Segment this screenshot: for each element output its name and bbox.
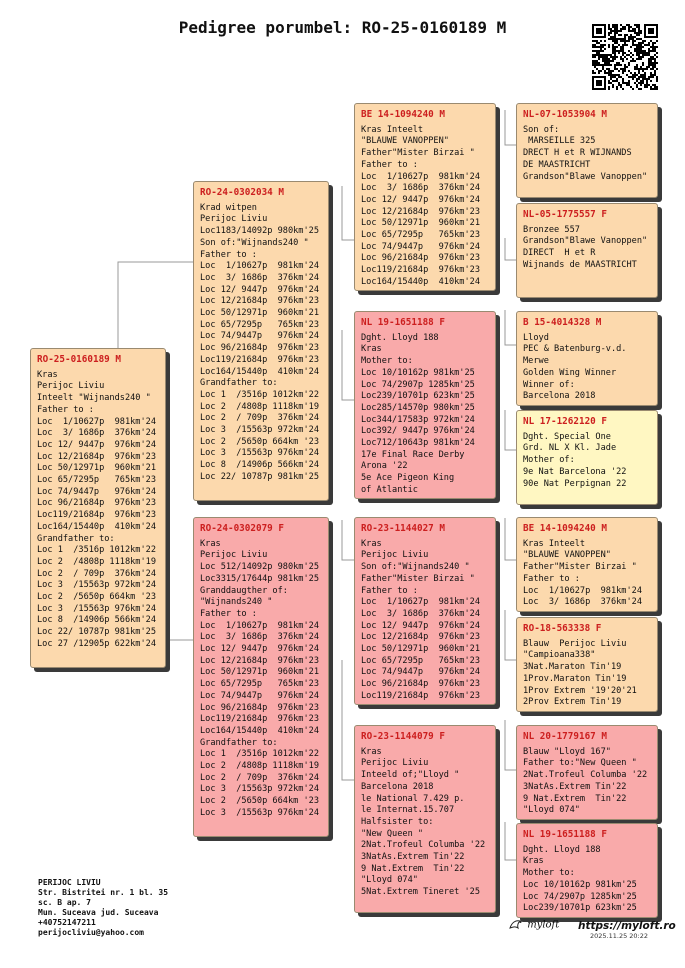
detail-line: Blauw "Lloyd 167"	[523, 746, 611, 757]
page-title: Pedigree porumbel: RO-25-0160189 M	[178, 18, 507, 37]
detail-line: Loc164/15440p 410km'24	[37, 521, 156, 532]
detail-line: Loc 74/9447p 976km'24	[361, 241, 480, 252]
pedigree-card-dd[interactable]	[354, 725, 496, 913]
detail-line: Loc 22/ 10787p 981km'25	[37, 627, 156, 638]
detail-line: Loc 12/21684p 976km'23	[37, 451, 156, 462]
detail-line: Loc 50/12971p 960km'21	[37, 463, 156, 474]
detail-line: Loc 50/12971p 960km'21	[200, 308, 319, 319]
detail-line: Loc3315/17644p 981km'25	[200, 573, 319, 584]
ring-number: BE 14-1094240 M	[361, 109, 445, 120]
brand-name: myloft	[527, 919, 560, 931]
phone: +40752147211	[38, 918, 96, 927]
detail-line: Loc 1/10627p 981km'24	[361, 597, 480, 608]
detail-line: "New Queen "	[361, 828, 424, 839]
pedigree-card-ddd[interactable]	[516, 823, 658, 918]
pedigree-details	[31, 370, 165, 651]
detail-line: 2Nat.Trofeul Columba '22	[361, 840, 486, 851]
detail-line: DE MAASTRICHT	[523, 159, 591, 170]
detail-line: Inteeld of;"Lloyd "	[361, 770, 460, 781]
detail-line: "BLAUWE VANOPPEN"	[523, 550, 611, 561]
pedigree-card-ds[interactable]	[354, 517, 496, 705]
detail-line: Loc 65/7295p 765km'23	[200, 679, 319, 690]
detail-line: Loc 3 /15563p 976km'24	[200, 807, 319, 818]
detail-line: 9 Nat.Extrem Tin'22	[523, 793, 627, 804]
detail-line: Loc 3 /15563p 972km'24	[37, 580, 156, 591]
ring-number: RO-18-563338 F	[523, 623, 602, 634]
breeder-contact	[38, 878, 168, 938]
detail-line: Loc 3/ 1686p 376km'24	[361, 183, 480, 194]
detail-line: Father to :	[361, 159, 418, 170]
detail-line: Loc 1/10627p 981km'24	[361, 171, 480, 182]
detail-line: 3Nat.Maraton Tin'19	[523, 662, 622, 673]
detail-line: 1Prov.Maraton Tin'19	[523, 673, 627, 684]
detail-line: Loc119/21684p 976km'23	[361, 690, 480, 701]
pedigree-details	[517, 125, 657, 184]
detail-line: Perijoc Liviu	[361, 550, 429, 561]
detail-line: Loc164/15440p 410km'24	[200, 366, 319, 377]
pedigree-card-sd[interactable]	[354, 311, 496, 499]
detail-line: Loc119/21684p 976km'23	[361, 265, 480, 276]
detail-line: 5e Ace Pigeon King	[361, 473, 455, 484]
detail-line: PEC & Batenburg-v.d.	[523, 344, 627, 355]
detail-line: Kras Inteelt	[523, 538, 586, 549]
detail-line: 1Prov Extrem '19'20'21	[523, 685, 637, 696]
detail-line: Merwe	[523, 356, 549, 367]
ring-number: RO-24-0302034 M	[200, 187, 284, 198]
detail-line: Kras Inteelt	[361, 124, 424, 135]
detail-line: Grandson"Blawe Vanoppen"	[523, 236, 648, 247]
detail-line: Blauw Perijoc Liviu	[523, 638, 627, 649]
detail-line: Kras	[523, 856, 544, 867]
detail-line: Loc 1 /3516p 1012km'22	[200, 749, 319, 760]
detail-line: Bronzee 557	[523, 224, 580, 235]
detail-line: 3NatAs.Extrem Tin'22	[523, 781, 627, 792]
detail-line: Loc 12/ 9447p 976km'24	[37, 439, 156, 450]
detail-line: Loc285/14570p 980km'25	[361, 402, 475, 413]
ring-number: RO-24-0302079 F	[200, 523, 284, 534]
detail-line: Kras	[200, 538, 221, 549]
detail-line: Son of:"Wijnands240 "	[361, 562, 470, 573]
detail-line: Loc119/21684p 976km'23	[200, 714, 319, 725]
pedigree-details	[517, 539, 657, 609]
pedigree-details	[517, 225, 657, 272]
detail-line: Son of:"Wijnands240 "	[200, 237, 309, 248]
detail-line: Loc119/21684p 976km'23	[37, 510, 156, 521]
detail-line: Loc 10/10162p 981km'25	[361, 367, 475, 378]
detail-line: Father"Mister Birzai "	[361, 573, 475, 584]
detail-line: Mother of:	[523, 455, 575, 466]
pedigree-details	[517, 432, 657, 491]
detail-line: Father to :	[200, 249, 257, 260]
detail-line: Father to :	[523, 573, 580, 584]
address-line-2: sc. B ap. 7	[38, 898, 91, 907]
detail-line: Wijnands de MAASTRICHT	[523, 259, 637, 270]
email: perijocliviu@yahoo.com	[38, 928, 144, 937]
detail-line: Granddaugther of:	[200, 585, 288, 596]
detail-line: Loc392/ 9447p 976km'24	[361, 426, 475, 437]
detail-line: Loc 10/10162p 981km'25	[523, 879, 637, 890]
detail-line: "Lloyd 074"	[523, 805, 580, 816]
detail-line: Dght. Lloyd 188	[523, 844, 601, 855]
detail-line: Dght. Special One	[523, 431, 611, 442]
detail-line: Loc 74/2907p 1285km'25	[523, 891, 637, 902]
detail-line: Loc 96/21684p 976km'23	[361, 679, 480, 690]
detail-line: Grandfather to:	[200, 378, 278, 389]
detail-line: Loc 8 /14906p 566km'24	[200, 460, 319, 471]
detail-line: Loc 50/12971p 960km'21	[361, 218, 480, 229]
pedigree-details	[517, 845, 657, 915]
detail-line: Loc 50/12971p 960km'21	[361, 644, 480, 655]
detail-line: Loc239/10701p 623km'25	[361, 391, 475, 402]
detail-line: 90e Nat Perpignan 22	[523, 478, 627, 489]
ring-number: NL 17-1262120 F	[523, 416, 607, 427]
detail-line: 2Nat.Trofeul Columba '22	[523, 770, 648, 781]
ring-number: RO-25-0160189 M	[37, 354, 121, 365]
detail-line: DRECT H et R WIJNANDS	[523, 148, 632, 159]
detail-line: Kras	[361, 538, 382, 549]
detail-line: Loc 3 /15563p 972km'24	[200, 784, 319, 795]
ring-number: NL 20-1779167 M	[523, 731, 607, 742]
detail-line: Loc 2 /4808p 1118km'19	[37, 556, 156, 567]
detail-line: Loc 27 /12905p 622km'24	[37, 638, 156, 649]
detail-line: 3NatAs.Extrem Tin'22	[361, 852, 465, 863]
detail-line: Loc 1/10627p 981km'24	[523, 585, 642, 596]
detail-line: Loc 1 /3516p 1012km'22	[200, 389, 319, 400]
detail-line: Loc 2 / 709p 376km'24	[200, 413, 319, 424]
detail-line: Loc 2 /5650p 664km '23	[200, 796, 319, 807]
detail-line: Loc 2 /5650p 664km '23	[200, 436, 319, 447]
detail-line: Loc 3 /15563p 972km'24	[200, 425, 319, 436]
detail-line: Winner of:	[523, 379, 575, 390]
address-line-3: Mun. Suceava jud. Suceava	[38, 908, 159, 917]
pedigree-card-root[interactable]	[30, 348, 166, 668]
ring-number: B 15-4014328 M	[523, 317, 602, 328]
detail-line: Father to :	[200, 608, 257, 619]
timestamp: 2025.11.25 20:22	[590, 932, 649, 940]
detail-line: Loc 1 /3516p 1012km'22	[37, 545, 156, 556]
detail-line: Loc 12/21684p 976km'23	[200, 296, 319, 307]
detail-line: le Internat.15.707	[361, 805, 455, 816]
detail-line: Loc 96/21684p 976km'23	[200, 343, 319, 354]
detail-line: "Wijnands240 "	[200, 597, 273, 608]
detail-line: Loc 2 / 709p 376km'24	[37, 568, 156, 579]
detail-line: Loc 74/9447p 976km'24	[200, 690, 319, 701]
ring-number: NL 19-1651188 F	[523, 829, 607, 840]
pedigree-details	[355, 539, 495, 703]
detail-line: Loc239/10701p 623km'25	[523, 903, 637, 914]
pedigree-details	[194, 203, 328, 484]
detail-line: Loc 3/ 1686p 376km'24	[361, 608, 480, 619]
detail-line: "Campioana338"	[523, 650, 596, 661]
detail-line: Loc 8 /14906p 566km'24	[37, 615, 156, 626]
pedigree-details	[517, 333, 657, 403]
detail-line: Arona '22	[361, 461, 408, 472]
pedigree-card-dds[interactable]	[516, 725, 658, 820]
detail-line: Son of:	[523, 124, 560, 135]
address-line-1: Str. Bistritei nr. 1 bl. 35	[38, 888, 169, 897]
detail-line: Loc 22/ 10787p 981km'25	[200, 471, 319, 482]
detail-line: Golden Wing Winner	[523, 367, 617, 378]
detail-line: Perijoc Liviu	[361, 758, 429, 769]
detail-line: Barcelona 2018	[523, 391, 596, 402]
detail-line: 5Nat.Extrem Tineret '25	[361, 887, 480, 898]
detail-line: Loc 12/ 9447p 976km'24	[361, 194, 480, 205]
detail-line: Loc 1/10627p 981km'24	[200, 261, 319, 272]
detail-line: of Atlantic	[361, 484, 418, 495]
detail-line: Loc 12/21684p 976km'23	[361, 632, 480, 643]
pedigree-details	[517, 747, 657, 817]
site-link[interactable]: https://myloft.ro	[578, 920, 676, 932]
detail-line: Kras	[361, 746, 382, 757]
detail-line: Krad witpen	[200, 202, 257, 213]
myloft-logo	[508, 918, 559, 932]
ring-number: RO-23-1144027 M	[361, 523, 445, 534]
detail-line: Father to:"New Queen "	[523, 758, 637, 769]
detail-line: Loc 3/ 1686p 376km'24	[37, 428, 156, 439]
detail-line: Loc 3/ 1686p 376km'24	[200, 272, 319, 283]
detail-line: Lloyd	[523, 332, 549, 343]
detail-line: Grandson"Blawe Vanoppen"	[523, 171, 648, 182]
pigeon-icon	[508, 918, 524, 932]
detail-line: Loc 50/12971p 960km'21	[200, 667, 319, 678]
detail-line: Loc164/15440p 410km'24	[361, 276, 480, 287]
detail-line: Loc 74/9447p 976km'24	[37, 486, 156, 497]
detail-line: Loc 74/2907p 1285km'25	[361, 379, 475, 390]
detail-line: Perijoc Liviu	[200, 550, 268, 561]
detail-line: Father to :	[37, 404, 94, 415]
pedigree-details	[355, 747, 495, 899]
detail-line: Loc1183/14092p 980km'25	[200, 226, 319, 237]
detail-line: Loc 12/ 9447p 976km'24	[200, 284, 319, 295]
detail-line: Loc 2 /4808p 1118km'19	[200, 761, 319, 772]
detail-line: Loc 96/21684p 976km'23	[361, 253, 480, 264]
detail-line: Loc 3/ 1686p 376km'24	[200, 632, 319, 643]
detail-line: Halfsister to:	[361, 816, 434, 827]
detail-line: Loc 12/ 9447p 976km'24	[200, 644, 319, 655]
ring-number: NL 19-1651188 F	[361, 317, 445, 328]
detail-line: Loc 74/9447p 976km'24	[361, 667, 480, 678]
detail-line: Loc 2 /4808p 1118km'19	[200, 401, 319, 412]
detail-line: Dght. Lloyd 188	[361, 332, 439, 343]
detail-line: Mother to:	[361, 356, 413, 367]
detail-line: Loc 12/21684p 976km'23	[361, 206, 480, 217]
detail-line: "Lloyd 074"	[361, 875, 418, 886]
pedigree-card-sdd[interactable]	[516, 410, 658, 505]
pedigree-card-dsd[interactable]	[516, 617, 658, 712]
detail-line: Loc 65/7295p 765km'23	[361, 230, 480, 241]
detail-line: Loc164/15440p 410km'24	[200, 725, 319, 736]
detail-line: Loc 65/7295p 765km'23	[361, 655, 480, 666]
detail-line: MARSEILLE 325	[523, 136, 596, 147]
detail-line: 9e Nat Barcelona '22	[523, 466, 627, 477]
detail-line: Grandfather to:	[37, 533, 115, 544]
detail-line: Loc 1/10627p 981km'24	[200, 620, 319, 631]
detail-line: Grd. NL X Kl. Jade	[523, 443, 617, 454]
detail-line: Loc 96/21684p 976km'23	[200, 702, 319, 713]
detail-line: Loc344/17583p 972km'24	[361, 414, 475, 425]
pedigree-card-sss[interactable]	[516, 103, 658, 198]
pedigree-card-sds[interactable]	[516, 311, 658, 406]
pedigree-card-ssd[interactable]	[516, 203, 658, 298]
pedigree-card-dss[interactable]	[516, 517, 658, 612]
detail-line: 17e Final Race Derby	[361, 449, 465, 460]
detail-line: Loc 1/10627p 981km'24	[37, 416, 156, 427]
detail-line: Loc 3/ 1686p 376km'24	[523, 597, 642, 608]
detail-line: DIRECT H et R	[523, 248, 596, 259]
detail-line: Loc 74/9447p 976km'24	[200, 331, 319, 342]
detail-line: Perijoc Liviu	[200, 214, 268, 225]
pedigree-details	[355, 333, 495, 497]
detail-line: Kras	[37, 369, 58, 380]
detail-line: Grandfather to:	[200, 737, 278, 748]
detail-line: Perijoc Liviu	[37, 381, 105, 392]
detail-line: Loc 65/7295p 765km'23	[37, 475, 156, 486]
detail-line: Loc 3 /15563p 976km'24	[200, 448, 319, 459]
detail-line: le National 7.429 p.	[361, 793, 465, 804]
detail-line: Loc 512/14092p 980km'25	[200, 562, 319, 573]
ring-number: RO-23-1144079 F	[361, 731, 445, 742]
ring-number: NL-05-1775557 F	[523, 209, 607, 220]
detail-line: 9 Nat.Extrem Tin'22	[361, 863, 465, 874]
pedigree-card-ss[interactable]	[354, 103, 496, 291]
detail-line: Father to :	[361, 585, 418, 596]
detail-line: Barcelona 2018	[361, 781, 434, 792]
pedigree-card-dam[interactable]	[193, 517, 329, 837]
detail-line: Loc 2 / 709p 376km'24	[200, 772, 319, 783]
ring-number: NL-07-1053904 M	[523, 109, 607, 120]
detail-line: Loc 96/21684p 976km'23	[37, 498, 156, 509]
detail-line: Loc 12/ 9447p 976km'24	[361, 620, 480, 631]
detail-line: 2Prov Extrem Tin'19	[523, 697, 622, 708]
detail-line: Loc119/21684p 976km'23	[200, 354, 319, 365]
detail-line: Loc 3 /15563p 976km'24	[37, 603, 156, 614]
detail-line: Inteelt "Wijnands240 "	[37, 393, 151, 404]
detail-line: Kras	[361, 344, 382, 355]
detail-line: Loc 65/7295p 765km'23	[200, 319, 319, 330]
detail-line: "BLAUWE VANOPPEN"	[361, 136, 449, 147]
pedigree-details	[355, 125, 495, 289]
detail-line: Loc 12/21684p 976km'23	[200, 655, 319, 666]
pedigree-card-sire[interactable]	[193, 181, 329, 501]
breeder-name: PERIJOC LIVIU	[38, 878, 101, 887]
ring-number: BE 14-1094240 M	[523, 523, 607, 534]
pedigree-details	[194, 539, 328, 820]
detail-line: Father"Mister Birzai "	[523, 562, 637, 573]
pedigree-details	[517, 639, 657, 709]
detail-line: Loc712/10643p 981km'24	[361, 438, 475, 449]
detail-line: Mother to:	[523, 868, 575, 879]
detail-line: Loc 2 /5650p 664km '23	[37, 592, 156, 603]
detail-line: Father"Mister Birzai "	[361, 148, 475, 159]
